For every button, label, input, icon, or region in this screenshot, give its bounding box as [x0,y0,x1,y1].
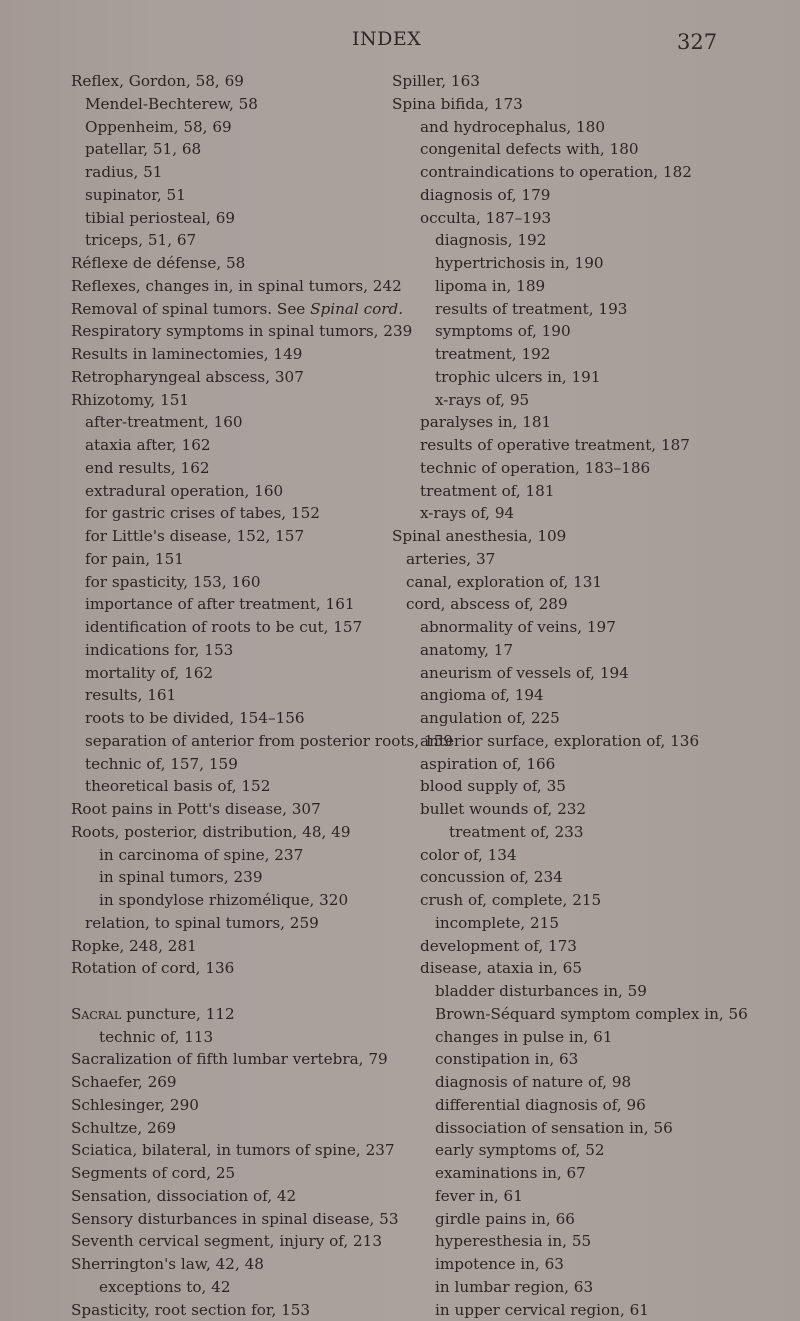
index-subentry [392,229,792,252]
section-spacer [71,980,401,1003]
index-subentry [71,889,401,912]
index-subentry [392,957,792,980]
entry-text: hypertrichosis in, 190 [435,254,604,272]
index-subentry [71,730,401,753]
entry-text: fever in, 61 [435,1187,523,1205]
index-subentry [71,502,401,525]
index-subentry [71,93,401,116]
index-subentry [392,935,792,958]
index-heading-entry [392,525,792,548]
index-heading-entry [71,1117,401,1140]
entry-text: triceps, 51, 67 [85,231,196,249]
entry-text: in lumbar region, 63 [435,1278,593,1296]
entry-text: angulation of, 225 [420,709,560,727]
index-subentry [392,980,792,1003]
entry-text: Rotation of cord, 136 [71,959,234,977]
index-heading-entry [71,343,401,366]
index-heading-entry [71,1003,401,1026]
index-subentry [392,821,792,844]
index-subentry [392,866,792,889]
entry-text: Sherrington's law, 42, 48 [71,1255,264,1273]
entry-text: cord, abscess of, 289 [406,595,568,613]
index-subentry [392,639,792,662]
entry-text: differential diagnosis of, 96 [435,1096,646,1114]
index-subentry [392,548,792,571]
entry-text: lipoma in, 189 [435,277,545,295]
index-subentry [392,1276,792,1299]
entry-text: anterior surface, exploration of, 136 [420,732,699,750]
smallcaps-term: Sacral [71,1005,121,1023]
index-subentry [392,798,792,821]
index-subentry [71,639,401,662]
index-subentry [71,548,401,571]
entry-text: Spinal anesthesia, 109 [392,527,566,545]
index-heading-entry [71,252,401,275]
entry-text: Retropharyngeal abscess, 307 [71,368,304,386]
index-subentry [392,1139,792,1162]
index-heading-entry [71,1185,401,1208]
index-subentry [71,480,401,503]
index-subentry [392,616,792,639]
index-heading-entry [71,389,401,412]
index-heading-entry [71,798,401,821]
entry-text: indications for, 153 [85,641,233,659]
entry-text: Sensory disturbances in spinal disease, 53 [71,1210,399,1228]
index-subentry [71,184,401,207]
index-subentry [71,411,401,434]
index-subentry [392,411,792,434]
entry-text: impotence in, 63 [435,1255,564,1273]
index-subentry [392,684,792,707]
index-subentry [71,161,401,184]
index-subentry [71,912,401,935]
index-subentry [71,753,401,776]
entry-text: hyperesthesia in, 55 [435,1232,591,1250]
entry-text: Sacralization of fifth lumbar vertebra, 79 [71,1050,388,1068]
index-subentry [71,207,401,230]
index-subentry [71,866,401,889]
index-subentry [392,775,792,798]
entry-text: ataxia after, 162 [85,436,211,454]
entry-text: technic of, 157, 159 [85,755,238,773]
index-heading-entry [71,70,401,93]
index-heading-entry [71,1048,401,1071]
index-heading-entry [71,320,401,343]
index-subentry [392,1253,792,1276]
entry-text: patellar, 51, 68 [85,140,201,158]
index-subentry [392,1230,792,1253]
index-subentry [392,184,792,207]
index-subentry [71,684,401,707]
entry-text: in spondylose rhizomélique, 320 [99,891,348,909]
entry-text: technic of, 113 [99,1028,213,1046]
entry-text: results of treatment, 193 [435,300,627,318]
entry-text: congenital defects with, 180 [420,140,639,158]
entry-text: Spina bifida, 173 [392,95,523,113]
entry-text: Spiller, 163 [392,72,480,90]
entry-text: for spasticity, 153, 160 [85,573,261,591]
index-subentry [392,889,792,912]
entry-text: identification of roots to be cut, 157 [85,618,362,636]
entry-text: diagnosis of nature of, 98 [435,1073,631,1091]
index-subentry [392,753,792,776]
entry-text: contraindications to operation, 182 [420,163,692,181]
entry-text: mortality of, 162 [85,664,213,682]
entry-text: abnormality of veins, 197 [420,618,616,636]
index-subentry [71,116,401,139]
page-number: 327 [677,30,717,54]
entry-text: treatment of, 233 [449,823,583,841]
entry-text: symptoms of, 190 [435,322,571,340]
entry-text: treatment of, 181 [420,482,554,500]
index-heading-entry [71,1208,401,1231]
entry-text: Schaefer, 269 [71,1073,177,1091]
entry-text: blood supply of, 35 [420,777,566,795]
entry-text: Sciatica, bilateral, in tumors of spine, 237 [71,1141,395,1159]
index-subentry [71,775,401,798]
entry-text: exceptions to, 42 [99,1278,231,1296]
entry-text: Results in laminectomies, 149 [71,345,302,363]
index-subentry [71,662,401,685]
entry-text: development of, 173 [420,937,577,955]
running-header-title: INDEX [352,28,421,50]
index-heading-entry [71,366,401,389]
index-subentry [392,343,792,366]
index-subentry [71,525,401,548]
index-subentry [392,138,792,161]
cross-reference: Spinal cord. [310,300,403,318]
entry-text: Rhizotomy, 151 [71,391,189,409]
entry-text: Reflex, Gordon, 58, 69 [71,72,244,90]
index-subentry [392,662,792,685]
index-subentry [392,116,792,139]
index-subentry [71,707,401,730]
index-subentry [392,1048,792,1071]
index-subentry [392,434,792,457]
entry-text: Removal of spinal tumors. See [71,300,310,318]
index-subentry [392,1162,792,1185]
entry-text: trophic ulcers in, 191 [435,368,601,386]
entry-text: incomplete, 215 [435,914,559,932]
entry-text: angioma of, 194 [420,686,544,704]
entry-text: supinator, 51 [85,186,186,204]
index-heading-entry [71,1139,401,1162]
index-subentry [392,480,792,503]
entry-text: paralyses in, 181 [420,413,551,431]
entry-text: aspiration of, 166 [420,755,555,773]
index-subentry [71,434,401,457]
entry-text: Brown-Séquard symptom complex in, 56 [435,1005,748,1023]
entry-text: Schlesinger, 290 [71,1096,199,1114]
entry-text: end results, 162 [85,459,210,477]
index-subentry [392,207,792,230]
entry-text: Roots, posterior, distribution, 48, 49 [71,823,350,841]
entry-text: x-rays of, 95 [435,391,529,409]
entry-text: Root pains in Pott's disease, 307 [71,800,321,818]
entry-text: Reflexes, changes in, in spinal tumors, 242 [71,277,402,295]
index-subentry [392,571,792,594]
index-subentry [392,1185,792,1208]
entry-text: for Little's disease, 152, 157 [85,527,304,545]
entry-text: for gastric crises of tabes, 152 [85,504,320,522]
index-subentry [392,366,792,389]
entry-text: Respiratory symptoms in spinal tumors, 239 [71,322,412,340]
index-subentry [71,1276,401,1299]
entry-text: crush of, complete, 215 [420,891,601,909]
index-subentry [392,298,792,321]
entry-text: concussion of, 234 [420,868,563,886]
index-heading-entry [71,821,401,844]
index-subentry [392,1071,792,1094]
index-heading-entry [71,1299,401,1321]
entry-text: arteries, 37 [406,550,495,568]
entry-text: Segments of cord, 25 [71,1164,235,1182]
entry-text: x-rays of, 94 [420,504,514,522]
entry-text: and hydrocephalus, 180 [420,118,605,136]
entry-text: separation of anterior from posterior roots, 159 [85,732,453,750]
index-heading-entry [71,1253,401,1276]
index-heading-entry [71,957,401,980]
entry-text: early symptoms of, 52 [435,1141,605,1159]
entry-text: Oppenheim, 58, 69 [85,118,232,136]
index-subentry [392,320,792,343]
entry-text: dissociation of sensation in, 56 [435,1119,673,1137]
entry-text: Sensation, dissociation of, 42 [71,1187,296,1205]
index-heading-entry [71,1094,401,1117]
index-heading-entry [392,70,792,93]
entry-text: treatment, 192 [435,345,550,363]
entry-text: results, 161 [85,686,176,704]
index-subentry [392,844,792,867]
entry-text: bladder disturbances in, 59 [435,982,647,1000]
left-index-column [71,70,401,1321]
index-subentry [392,912,792,935]
entry-text: constipation in, 63 [435,1050,578,1068]
entry-text: roots to be divided, 154–156 [85,709,305,727]
index-subentry [71,616,401,639]
entry-text: in upper cervical region, 61 [435,1301,649,1319]
index-subentry [392,252,792,275]
entry-text: Mendel-Bechterew, 58 [85,95,258,113]
index-subentry [392,502,792,525]
index-subentry [392,1299,792,1321]
entry-text: technic of operation, 183–186 [420,459,650,477]
index-subentry [392,730,792,753]
index-heading-entry [71,1162,401,1185]
index-heading-entry [71,1230,401,1253]
index-heading-entry [71,1071,401,1094]
entry-text: in spinal tumors, 239 [99,868,263,886]
index-subentry [392,275,792,298]
entry-text: Réflexe de défense, 58 [71,254,245,272]
index-subentry [392,593,792,616]
entry-text: bullet wounds of, 232 [420,800,586,818]
entry-text: radius, 51 [85,163,162,181]
entry-text: Spasticity, root section for, 153 [71,1301,310,1319]
entry-text: anatomy, 17 [420,641,513,659]
entry-text: Ropke, 248, 281 [71,937,197,955]
index-subentry [392,1003,792,1026]
entry-text: puncture, 112 [126,1005,235,1023]
entry-text: Seventh cervical segment, injury of, 213 [71,1232,382,1250]
index-subentry [392,457,792,480]
entry-text: Schultze, 269 [71,1119,176,1137]
entry-text: changes in pulse in, 61 [435,1028,613,1046]
entry-text: occulta, 187–193 [420,209,551,227]
entry-text: canal, exploration of, 131 [406,573,602,591]
index-subentry [392,1094,792,1117]
entry-text: in carcinoma of spine, 237 [99,846,303,864]
index-subentry [71,229,401,252]
index-heading-entry [71,935,401,958]
index-subentry [392,389,792,412]
index-subentry [392,1026,792,1049]
entry-text: girdle pains in, 66 [435,1210,575,1228]
entry-text: diagnosis, 192 [435,231,546,249]
index-heading-entry [392,93,792,116]
index-subentry [71,138,401,161]
index-subentry [71,593,401,616]
entry-text: results of operative treatment, 187 [420,436,690,454]
index-subentry [71,1026,401,1049]
entry-text: importance of after treatment, 161 [85,595,355,613]
index-heading-entry [71,298,401,321]
index-subentry [71,571,401,594]
index-subentry [392,1208,792,1231]
entry-text: tibial periosteal, 69 [85,209,235,227]
entry-text: diagnosis of, 179 [420,186,550,204]
entry-text: theoretical basis of, 152 [85,777,270,795]
entry-text: color of, 134 [420,846,517,864]
index-subentry [392,1117,792,1140]
index-subentry [71,457,401,480]
index-subentry [392,161,792,184]
entry-text: for pain, 151 [85,550,184,568]
entry-text: after-treatment, 160 [85,413,243,431]
right-index-column [392,70,792,1321]
entry-text: relation, to spinal tumors, 259 [85,914,319,932]
entry-text: disease, ataxia in, 65 [420,959,582,977]
entry-text: extradural operation, 160 [85,482,283,500]
entry-text: examinations in, 67 [435,1164,586,1182]
entry-text: aneurism of vessels of, 194 [420,664,629,682]
index-heading-entry [71,275,401,298]
index-subentry [71,844,401,867]
index-subentry [392,707,792,730]
